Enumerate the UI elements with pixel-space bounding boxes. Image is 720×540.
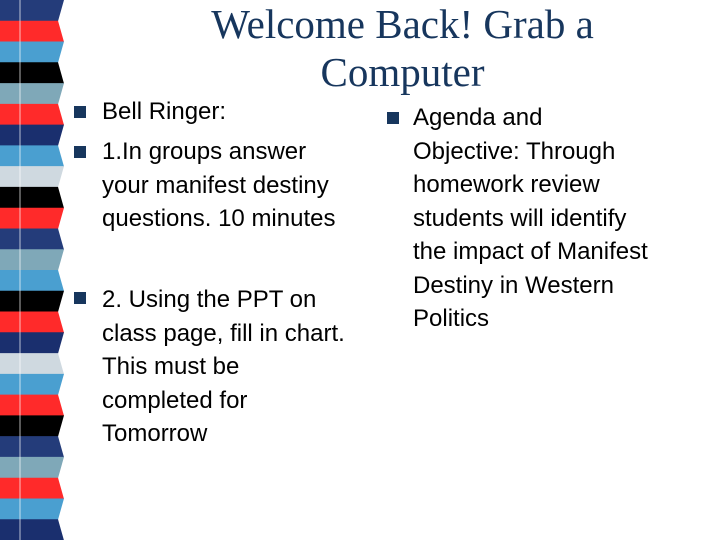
bullet-square-icon [74, 292, 86, 304]
stripe-segment [0, 145, 64, 166]
bullet-line: completed for [102, 386, 248, 414]
bullet-line: This must be [102, 353, 240, 380]
stripe-segment [0, 395, 64, 416]
stripe-segment [0, 228, 64, 249]
bullet-ppt-chart [102, 283, 345, 451]
stripe-segment [0, 166, 64, 187]
bullet-square-icon [74, 146, 86, 158]
bullet-line: 1.In groups answer [102, 138, 307, 165]
stripe-segment [0, 125, 64, 146]
decorative-stripe [0, 0, 66, 540]
stripe-segment [0, 312, 64, 333]
stripe-segment [0, 187, 64, 208]
stripe-segment [0, 332, 64, 353]
bullet-line: the impact of Manifest [413, 238, 648, 265]
title-line-1: Welcome Back! Grab a [211, 1, 594, 47]
bullet-line: class page, fill in chart. [102, 319, 345, 347]
stripe-segment [0, 519, 64, 540]
stripe-segment [0, 457, 64, 478]
stripe-segment [0, 208, 64, 229]
bullet-line: Bell Ringer: [102, 98, 227, 125]
stripe-segment [0, 353, 64, 374]
bullet-line: homework review [413, 171, 600, 198]
bullet-line: students will identify [413, 204, 627, 232]
bullet-line: Agenda and [413, 104, 543, 131]
stripe-segment [0, 270, 64, 291]
bullet-square-icon [387, 112, 399, 124]
stripe-segment [0, 42, 64, 63]
bullet-line: questions. 10 minutes [102, 205, 336, 232]
stripe-segment [0, 0, 64, 21]
stripe-segment [0, 478, 64, 499]
slide-title [150, 0, 655, 96]
bullet-line: Destiny in Western [413, 271, 614, 299]
stripe-segment [0, 83, 64, 104]
stripe-segment [0, 415, 64, 436]
stripe-segment [0, 21, 64, 42]
bullet-line: your manifest destiny [102, 171, 329, 199]
stripe-segment [0, 436, 64, 457]
bullet-line: 2. Using the PPT on [102, 286, 317, 313]
bullet-line: Tomorrow [102, 420, 208, 447]
bullet-agenda-objective [413, 101, 648, 336]
stripe-segment [0, 104, 64, 125]
stripe-segment [0, 62, 64, 83]
bullet-line: Objective: Through [413, 137, 616, 165]
bullet-bell-ringer [102, 95, 226, 129]
stripe-segment [0, 249, 64, 270]
bullet-group-questions [102, 135, 335, 236]
stripe-segment [0, 374, 64, 395]
stripe-segment [0, 498, 64, 519]
title-line-2: Computer [320, 49, 485, 95]
bullet-square-icon [74, 106, 86, 118]
stripe-segment [0, 291, 64, 312]
bullet-line: Politics [413, 305, 490, 332]
